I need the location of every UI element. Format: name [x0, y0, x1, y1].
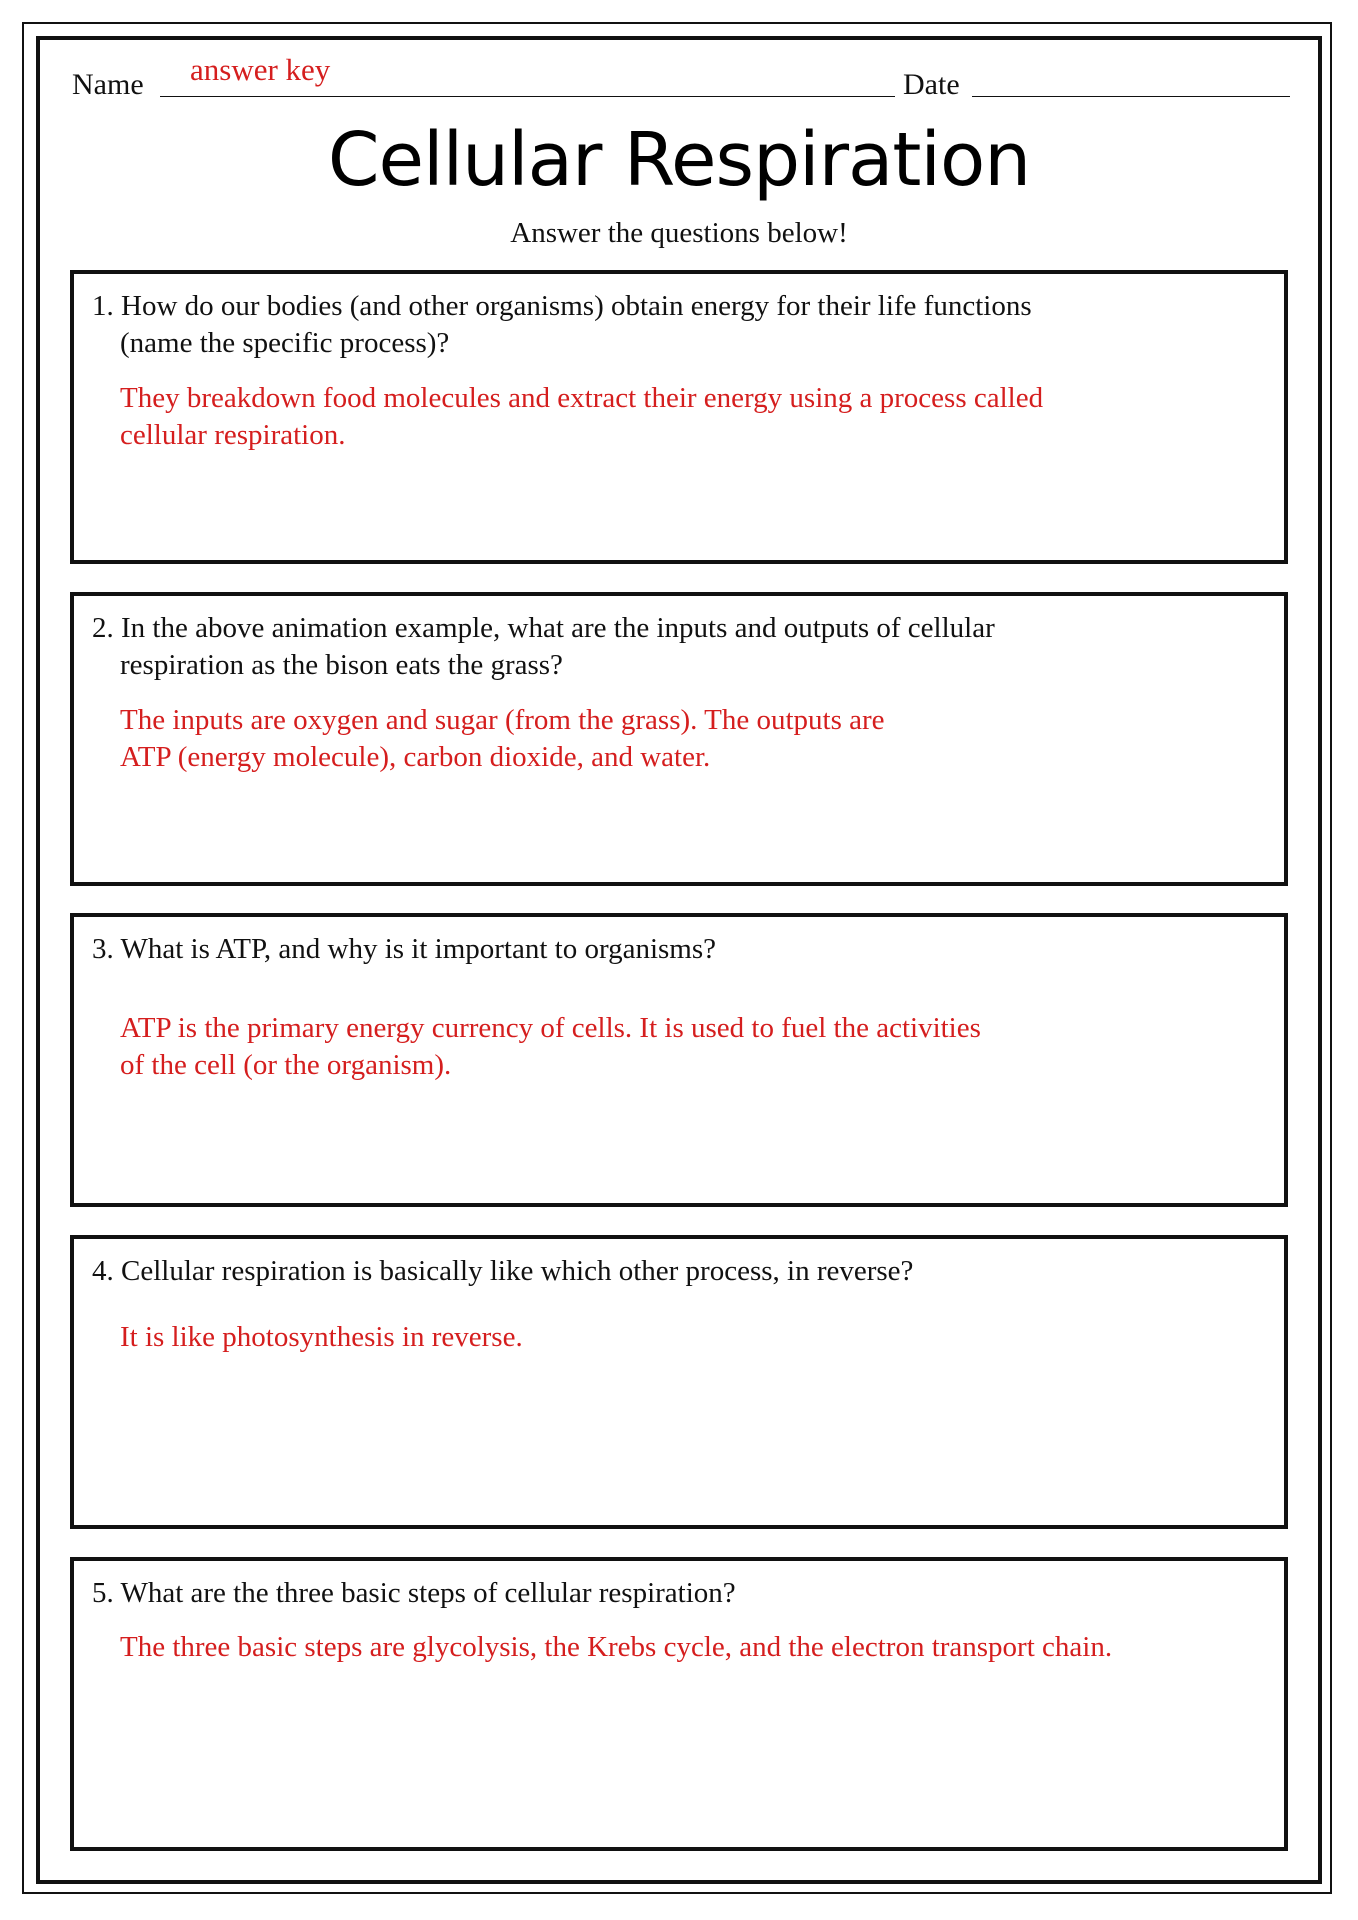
answer-2[interactable] [120, 702, 1270, 776]
question-box-3 [70, 913, 1288, 1207]
question-2-line-1: 2. In the above animation example, what are the inputs and outputs of cellular [92, 612, 995, 644]
question-3-text [92, 931, 1270, 968]
answer-1[interactable] [120, 380, 1270, 454]
answer-3-line-1: ATP is the primary energy currency of cells. It is used to fuel the activities [120, 1012, 981, 1044]
worksheet-instructions: Answer the questions below! [510, 217, 848, 249]
answer-1-line-1: They breakdown food molecules and extract their energy using a process called [120, 382, 1044, 414]
answer-2-line-2: ATP (energy molecule), carbon dioxide, and water. [120, 741, 711, 773]
answer-4-line-1: It is like photosynthesis in reverse. [120, 1321, 523, 1353]
question-1-text [92, 288, 1270, 362]
question-2-text [92, 610, 1270, 684]
answer-3[interactable] [120, 1010, 1270, 1084]
question-3-line-1: 3. What is ATP, and why is it important to organisms? [92, 933, 717, 965]
question-5-line-1: 5. What are the three basic steps of cellular respiration? [92, 1577, 736, 1609]
name-value[interactable]: answer key [190, 52, 331, 87]
answer-5-line-1: The three basic steps are glycolysis, the Krebs cycle, and the electron transport chain. [120, 1631, 1113, 1663]
answer-3-line-2: of the cell (or the organism). [120, 1049, 452, 1081]
name-field-line[interactable] [160, 96, 895, 97]
question-box-4 [70, 1235, 1288, 1529]
answer-2-line-1: The inputs are oxygen and sugar (from the grass). The outputs are [120, 704, 885, 736]
answer-4[interactable] [120, 1319, 1270, 1356]
question-1-line-1: 1. How do our bodies (and other organisms) obtain energy for their life functions [92, 290, 1032, 322]
question-4-text [92, 1253, 1270, 1290]
question-1-line-2: (name the specific process)? [120, 327, 450, 359]
answer-5[interactable] [120, 1629, 1270, 1666]
question-box-2 [70, 592, 1288, 886]
worksheet-title: Cellular Respiration [327, 117, 1031, 203]
date-field-line[interactable] [972, 96, 1290, 97]
date-label: Date [903, 68, 960, 101]
question-box-1 [70, 270, 1288, 564]
question-box-5 [70, 1557, 1288, 1851]
name-label: Name [72, 68, 144, 101]
question-4-line-1: 4. Cellular respiration is basically like which other process, in reverse? [92, 1255, 914, 1287]
question-2-line-2: respiration as the bison eats the grass? [120, 649, 563, 681]
question-5-text [92, 1575, 1270, 1612]
answer-1-line-2: cellular respiration. [120, 419, 346, 451]
